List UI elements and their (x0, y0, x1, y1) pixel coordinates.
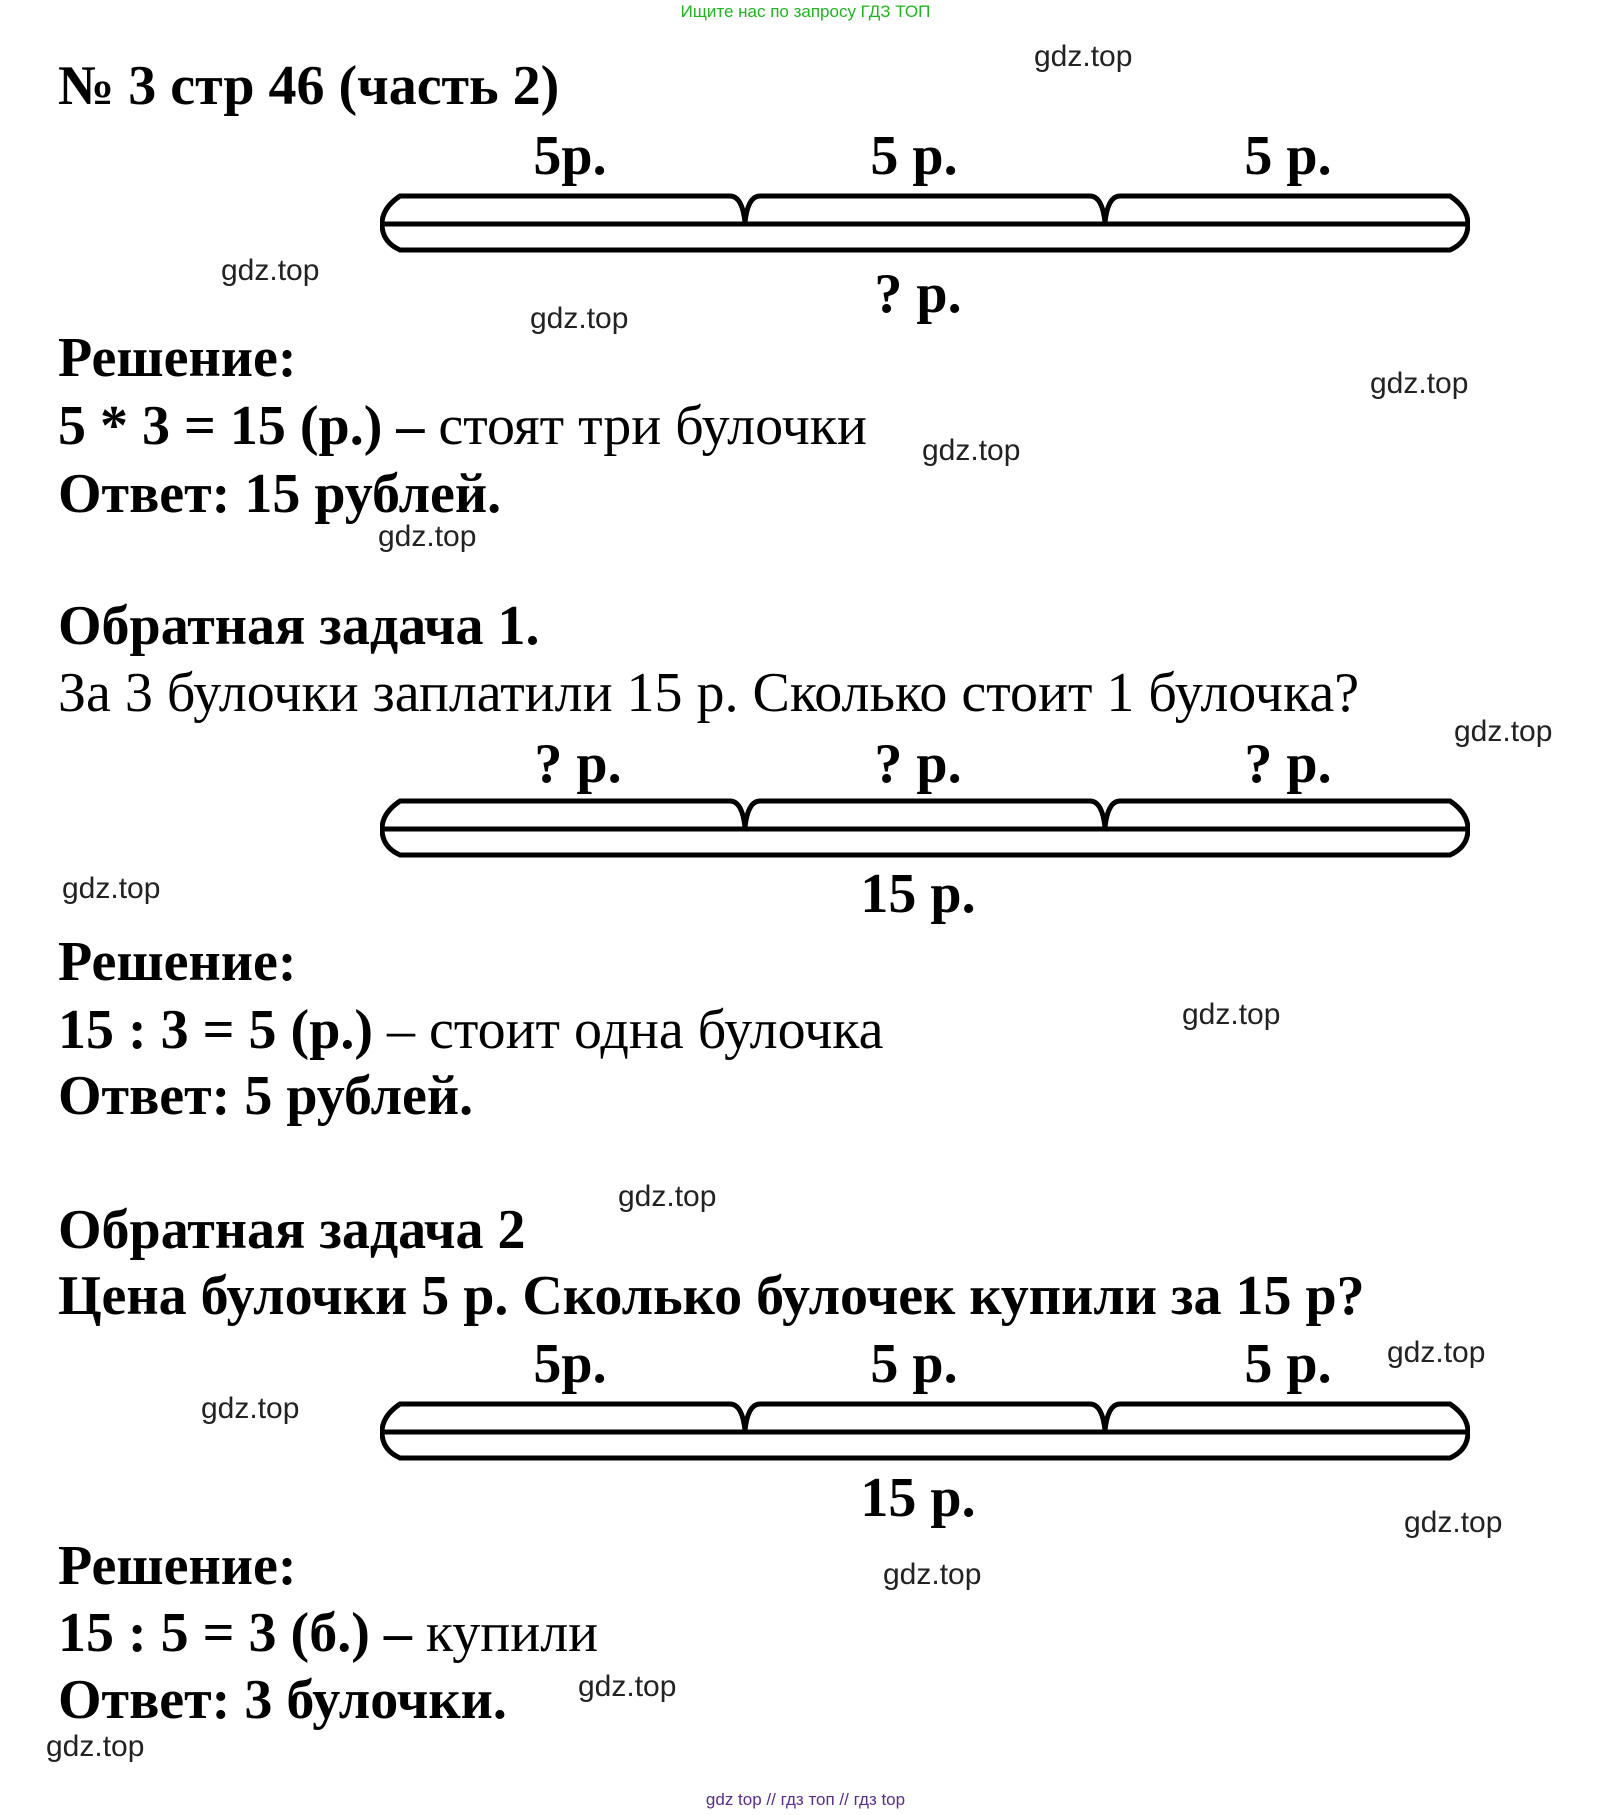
watermark: gdz.top (1454, 715, 1553, 748)
segment-bar-diagram (380, 1398, 1470, 1468)
watermark: gdz.top (201, 1392, 300, 1425)
answer-line: Ответ: 5 рублей. (58, 1065, 474, 1127)
inverse-task-2-heading: Обратная задача 2 (58, 1199, 526, 1261)
watermark: gdz.top (1034, 40, 1133, 73)
inverse-task-1-question: За 3 булочки заплатили 15 р. Сколько стоит 1 булочка? (58, 662, 1360, 724)
watermark: gdz.top (922, 434, 1021, 467)
segment-label-2: ? р. (874, 733, 962, 795)
solution-heading: Решение: (58, 327, 297, 389)
footer-banner: gdz top // гдз топ // гдз top (705, 1790, 906, 1809)
watermark: gdz.top (883, 1558, 982, 1591)
solution-note: стоят три булочки (424, 395, 867, 457)
page-title: № 3 стр 46 (часть 2) (58, 55, 560, 117)
solution-line (58, 999, 884, 1061)
solution-expression: 15 : 3 = 5 (р.) (58, 999, 373, 1061)
solution-line (58, 395, 867, 457)
top-banner: Ищите нас по запросу ГДЗ ТОП (680, 2, 931, 21)
solution-note: купили (411, 1602, 599, 1664)
segment-bar-diagram (380, 190, 1470, 260)
watermark: gdz.top (1404, 1506, 1503, 1539)
watermark: gdz.top (1370, 367, 1469, 400)
segment-bar-diagram (380, 795, 1470, 865)
watermark: gdz.top (221, 254, 320, 287)
watermark: gdz.top (1387, 1336, 1486, 1369)
watermark: gdz.top (530, 302, 629, 335)
watermark: gdz.top (62, 872, 161, 905)
segment-label-3: ? р. (1244, 733, 1332, 795)
answer-line: Ответ: 15 рублей. (58, 463, 502, 525)
watermark: gdz.top (618, 1180, 717, 1213)
segment-label-1: 5р. (533, 125, 607, 187)
watermark: gdz.top (46, 1730, 145, 1763)
watermark: gdz.top (578, 1670, 677, 1703)
segment-label-1: ? р. (534, 733, 622, 795)
solution-expression: 15 : 5 = 3 (б.) – (58, 1602, 412, 1664)
total-label: ? р. (874, 263, 962, 325)
total-label: 15 р. (860, 863, 976, 925)
solution-heading: Решение: (58, 931, 297, 993)
solution-expression: 5 * 3 = 15 (р.) – (58, 395, 425, 457)
watermark: gdz.top (378, 520, 477, 553)
inverse-task-2-question: Цена булочки 5 р. Сколько булочек купили за 15 р? (58, 1265, 1365, 1327)
segment-label-2: 5 р. (870, 1333, 958, 1395)
solution-heading: Решение: (58, 1535, 297, 1597)
segment-label-3: 5 р. (1244, 1333, 1332, 1395)
segment-label-1: 5р. (533, 1333, 607, 1395)
solution-line (58, 1602, 599, 1664)
segment-label-3: 5 р. (1244, 125, 1332, 187)
segment-label-2: 5 р. (870, 125, 958, 187)
inverse-task-1-heading: Обратная задача 1. (58, 595, 540, 657)
total-label: 15 р. (860, 1467, 976, 1529)
answer-line: Ответ: 3 булочки. (58, 1669, 507, 1731)
watermark: gdz.top (1182, 998, 1281, 1031)
solution-note: – стоит одна булочка (373, 999, 884, 1061)
